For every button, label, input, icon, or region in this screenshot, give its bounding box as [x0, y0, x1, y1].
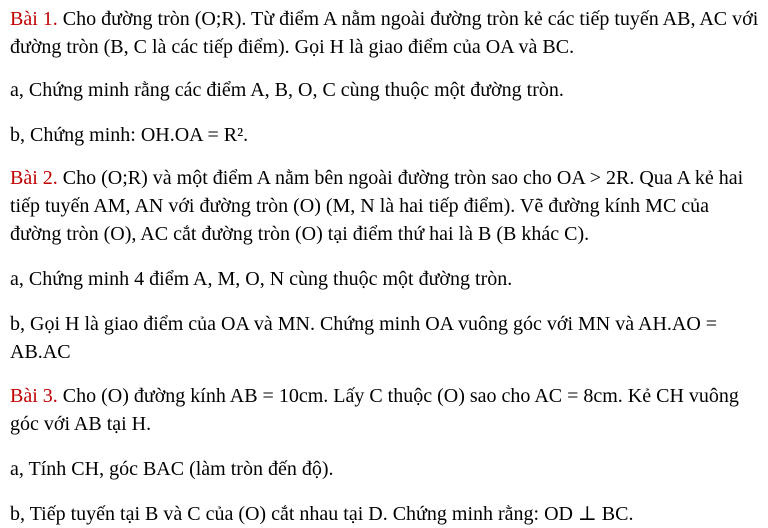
- exercise-2-label: Bài 2.: [10, 167, 58, 189]
- exercise-1-part-b: b, Chứng minh: OH.OA = R².: [10, 124, 249, 146]
- exercise-1-text: Cho đường tròn (O;R). Từ điểm A nằm ngoài đường tròn kẻ các tiếp tuyến AB, AC với đường tròn (B, C là các tiếp điểm). Gọi H là giao điểm của OA và BC.: [10, 8, 759, 58]
- exercise-1-part-a: a, Chứng minh rằng các điểm A, B, O, C cùng thuộc một đường tròn.: [10, 79, 564, 101]
- exercise-2-text: Cho (O;R) và một điểm A nằm bên ngoài đường tròn sao cho OA > 2R. Qua A kẻ hai tiếp tuyến AM, AN với đường tròn (O) (M, N là hai tiếp điểm). Vẽ đường kính MC của đường tròn (O), AC cắt đường tròn (O) tại điểm thứ hai là B (B khác C).: [10, 167, 744, 245]
- exercise-3-part-b: b, Tiếp tuyến tại B và C của (O) cắt nhau tại D. Chứng minh rằng: OD ⊥ BC.: [10, 503, 634, 525]
- exercise-2-part-b: b, Gọi H là giao điểm của OA và MN. Chứng minh OA vuông góc với MN và AH.AO = AB.AC: [10, 313, 718, 363]
- exercise-2-statement: [10, 164, 760, 248]
- exercise-1-label: Bài 1.: [10, 8, 58, 30]
- exercise-3-text: Cho (O) đường kính AB = 10cm. Lấy C thuộc (O) sao cho AC = 8cm. Kẻ CH vuông góc với AB tại H.: [10, 385, 739, 435]
- exercise-1-statement: [10, 5, 760, 61]
- exercise-2-part-a: a, Chứng minh 4 điểm A, M, O, N cùng thuộc một đường tròn.: [10, 268, 513, 290]
- exercise-3-statement: [10, 382, 760, 438]
- document-body: [10, 5, 760, 528]
- exercise-3-label: Bài 3.: [10, 385, 58, 407]
- exercise-3-part-a: a, Tính CH, góc BAC (làm tròn đến độ).: [10, 458, 334, 480]
